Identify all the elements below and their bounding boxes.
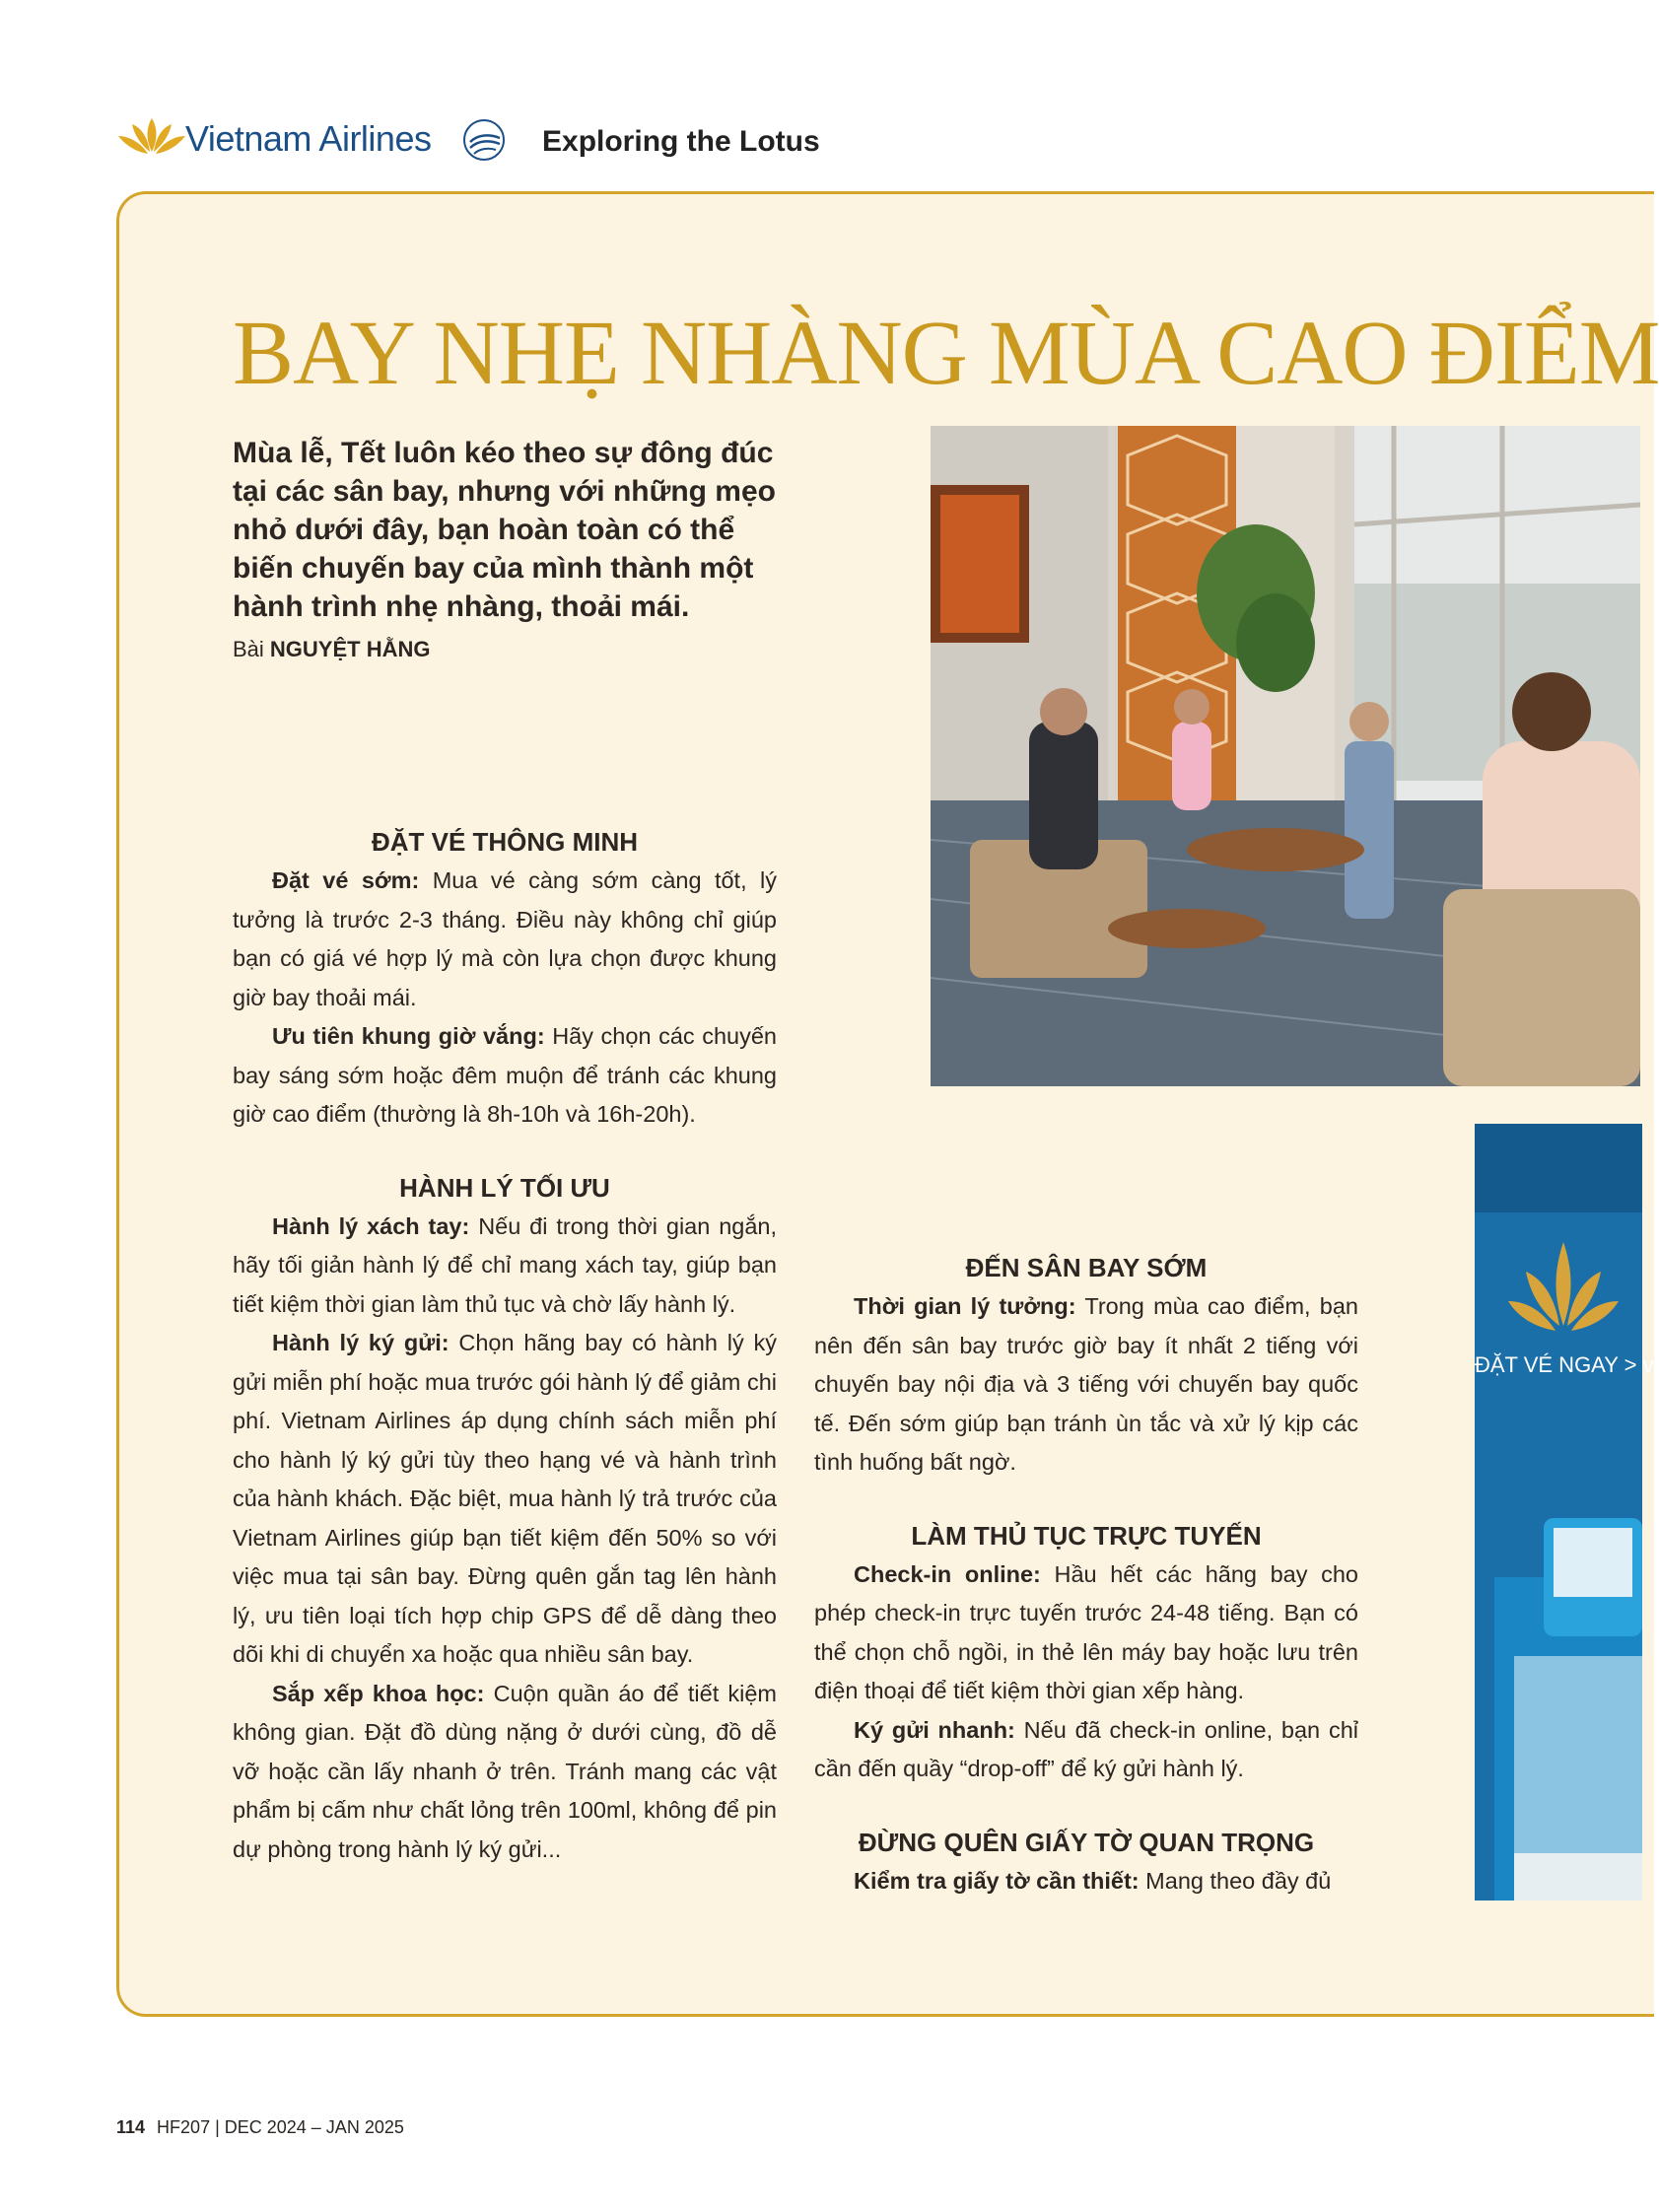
paragraph: Ký gửi nhanh: Nếu đã check-in online, bạn chỉ cần đến quầy “drop-off” để ký gửi hành lý. bbox=[814, 1716, 1358, 1781]
issue-info: HF207 | DEC 2024 – JAN 2025 bbox=[157, 2117, 404, 2137]
paragraph: Ưu tiên khung giờ vắng: Hãy chọn các chuyến bay sáng sớm hoặc đêm muộn để tránh các khung giờ cao điểm (thường là 8h-10h và 16h-20h). bbox=[233, 1023, 777, 1127]
heading-thu-tuc: LÀM THỦ TỤC TRỰC TUYẾN bbox=[911, 1520, 1262, 1551]
paragraph: Đặt vé sớm: Mua vé càng sớm càng tốt, lý tưởng là trước 2-3 tháng. Điều này không chỉ giúp bạn có giá vé hợp lý mà còn lựa chọn được khung giờ bay thoải mái. bbox=[233, 867, 777, 1010]
column-left bbox=[233, 822, 777, 1869]
byline bbox=[233, 637, 430, 662]
paragraph: Hành lý ký gửi: Chọn hãng bay có hành lý ký gửi miễn phí hoặc mua trước gói hành lý để giảm chi phí. Vietnam Airlines áp dụng chính sách miễn phí cho hành lý ký gửi tùy theo hạng vé và hành trình của hành khách. Đặc biệt, mua hành lý trả trước của Vietnam Airlines giúp bạn tiết kiệm đến 50% so với việc mua tại sân bay. Đừng quên gắn tag lên hành lý, ưu tiên loại tích hợp chip GPS để dễ dàng theo dõi khi di chuyển xa hoặc qua nhiều sân bay. bbox=[233, 1330, 777, 1667]
heading-giay-to: ĐỪNG QUÊN GIẤY TỜ QUAN TRỌNG bbox=[858, 1827, 1315, 1857]
paragraph: Thời gian lý tưởng: Trong mùa cao điểm, bạn nên đến sân bay trước giờ bay ít nhất 2 tiếng với chuyến bay nội địa và 3 tiếng với chuyến bay quốc tế. Đến sớm giúp bạn tránh ùn tắc và xử lý kịp các tình huống bất ngờ. bbox=[814, 1293, 1359, 1475]
paragraph: Sắp xếp khoa học: Cuộn quần áo để tiết kiệm không gian. Đặt đồ dùng nặng ở dưới cùng, đồ dễ vỡ hoặc cần lấy nhanh ở trên. Tránh mang các vật phẩm bị cấm như chất lỏng trên 100ml, không để pin dự phòng trong hành lý ký gửi... bbox=[233, 1680, 777, 1862]
article-lead: Mùa lễ, Tết luôn kéo theo sự đông đúc tại các sân bay, nhưng với những mẹo nhỏ dưới đây, bạn hoàn toàn có thể biến chuyến bay của mình thành một hành trình nhẹ nhàng, thoải mái. bbox=[233, 437, 776, 623]
kiosk-sign: ĐẶT VÉ NGAY > vi bbox=[1475, 1352, 1659, 1377]
paragraph: Kiểm tra giấy tờ cần thiết: Mang theo đầy đủ bbox=[854, 1867, 1332, 1894]
kiosk-photo bbox=[1475, 1124, 1659, 1901]
brand-name: Vietnam Airlines bbox=[185, 118, 432, 159]
column-middle bbox=[814, 1248, 1358, 1901]
page-footer bbox=[116, 2117, 404, 2138]
heading-hanh-ly: HÀNH LÝ TỐI ƯU bbox=[399, 1172, 610, 1203]
article-title: BAY NHẸ NHÀNG MÙA CAO ĐIỂM bbox=[233, 303, 1659, 404]
lotus-icon bbox=[116, 114, 187, 158]
lounge-photo bbox=[931, 426, 1640, 1086]
skyteam-icon bbox=[460, 116, 508, 164]
vietnam-airlines-logo bbox=[116, 110, 511, 166]
paragraph: Check-in online: Hầu hết các hãng bay cho phép check-in trực tuyến trước 24-48 tiếng. Bạn có thể chọn chỗ ngồi, in thẻ lên máy bay hoặc lưu trên điện thoại để tiết kiệm thời gian xếp hàng. bbox=[814, 1560, 1358, 1703]
heading-dat-ve: ĐẶT VÉ THÔNG MINH bbox=[371, 827, 639, 857]
page-number: 114 bbox=[116, 2117, 146, 2137]
byline-prefix: Bài bbox=[233, 637, 264, 661]
heading-den-san-bay: ĐẾN SÂN BAY SỚM bbox=[965, 1253, 1208, 1282]
paragraph: Hành lý xách tay: Nếu đi trong thời gian ngắn, hãy tối giản hành lý để chỉ mang xách tay, giúp bạn tiết kiệm thời gian làm thủ tục và chờ lấy hành lý. bbox=[233, 1212, 777, 1317]
byline-author: NGUYỆT HẰNG bbox=[269, 637, 431, 661]
section-label: Exploring the Lotus bbox=[542, 125, 820, 158]
